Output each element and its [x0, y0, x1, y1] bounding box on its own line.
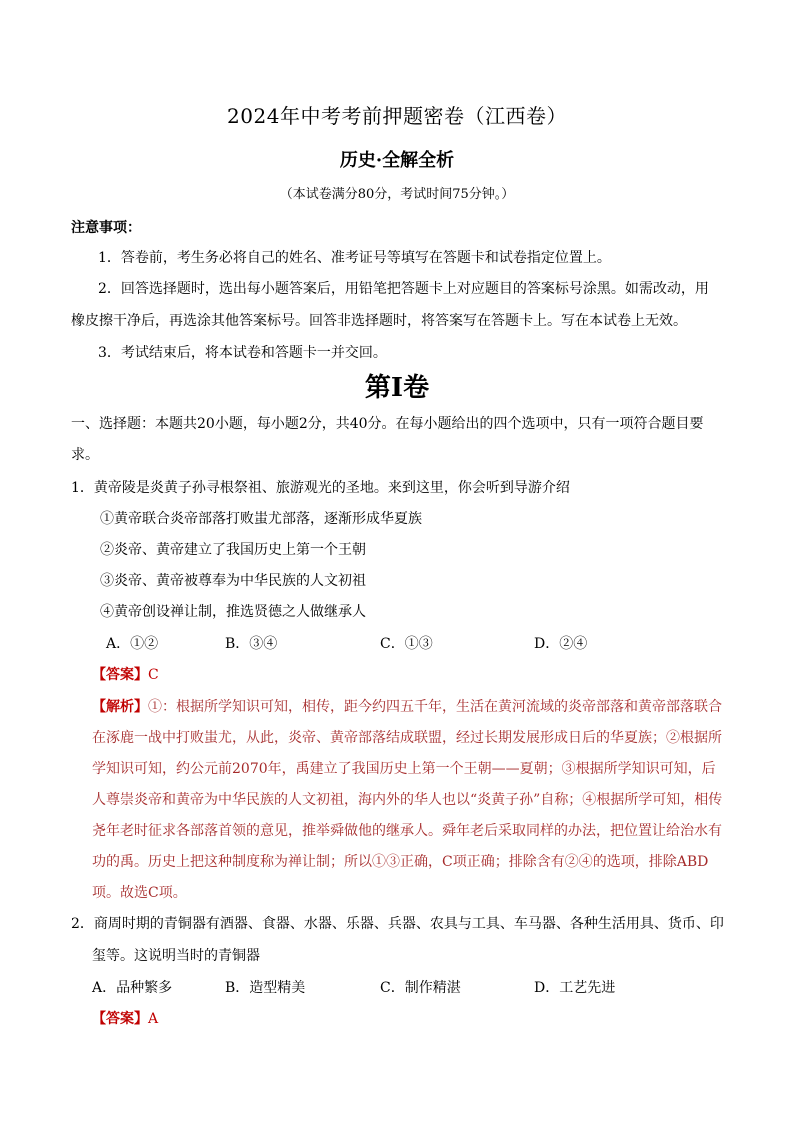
q2-answer-tag: 【答案】 [92, 1011, 148, 1027]
q1-answer-tag: 【答案】 [92, 667, 148, 683]
q2-option-c: C．制作精湛 [380, 980, 461, 996]
q1-explain-line-6: 功的禹。历史上把这种制度称为禅让制；所以①③正确，C项正确；排除含有②④的选项，排除ABD [92, 854, 709, 870]
q1-option-b: B．③④ [225, 636, 278, 652]
q1-explain-line-4: 人尊崇炎帝和黄帝为中华民族的人文初祖，海内外的华人也以“炎黄子孙”自称；④根据所学可知，相传 [92, 792, 723, 808]
q1-explain-text-1: ①：根据所学知识可知，相传，距今约四五千年，生活在黄河流域的炎帝部落和黄帝部落联合 [148, 699, 722, 715]
notice-item-1: 1．答卷前，考生务必将自己的姓名、准考证号等填写在答题卡和试卷指定位置上。 [98, 250, 611, 266]
q2-option-d: D．工艺先进 [534, 980, 616, 996]
q1-option-d: D．②④ [534, 636, 588, 652]
page-subtitle: 历史·全解全析 [339, 150, 455, 171]
q2-answer-value: A [148, 1011, 159, 1027]
q1-explain-tag: 【解析】 [92, 699, 148, 715]
q1-explain-line-2: 在涿鹿一战中打败蚩尤，从此，炎帝、黄帝部落结成联盟，经过长期发展形成日后的华夏族；②根据所 [92, 730, 722, 746]
q1-explain-line-3: 学知识可知，约公元前2070年，禹建立了我国历史上第一个王朝——夏朝；③根据所学知识可知，后 [92, 761, 716, 777]
notice-item-3: 3．考试结束后，将本试卷和答题卡一并交回。 [98, 345, 387, 361]
q1-answer-value: C [148, 667, 159, 683]
q1-explain-line-7: 项。故选C项。 [92, 885, 187, 901]
q1-option-c: C．①③ [380, 636, 433, 652]
notice-item-2-line-2: 橡皮擦干净后，再选涂其他答案标号。回答非选择题时，将答案写在答题卡上。写在本试卷上无效。 [71, 313, 687, 329]
q1-statement-1: ①黄帝联合炎帝部落打败蚩尤部落，逐渐形成华夏族 [100, 511, 422, 527]
q2-option-b: B．造型精美 [225, 980, 306, 996]
page-title: 2024年中考考前押题密卷（江西卷） [227, 104, 567, 128]
section-intro-line-2: 求。 [71, 447, 99, 463]
q1-answer [92, 664, 159, 684]
section-title: 第Ⅰ卷 [364, 373, 430, 403]
exam-info: （本试卷满分80分，考试时间75分钟。） [279, 187, 515, 202]
q1-statement-2: ②炎帝、黄帝建立了我国历史上第一个王朝 [100, 542, 366, 558]
q1-statement-3: ③炎帝、黄帝被尊奉为中华民族的人文初祖 [100, 573, 366, 589]
section-intro-line-1: 一、选择题：本题共20小题，每小题2分，共40分。在每小题给出的四个选项中，只有一项符合题目要 [71, 416, 704, 432]
q2-stem-line-1: 2．商周时期的青铜器有酒器、食器、水器、乐器、兵器、农具与工具、车马器、各种生活用具、货币、印 [71, 916, 724, 932]
q2-answer [92, 1008, 158, 1028]
q1-explain-line-1 [92, 696, 722, 716]
q1-explain-line-5: 尧年老时征求各部落首领的意见，推举舜做他的继承人。舜年老后采取同样的办法，把位置让给治水有 [92, 823, 722, 839]
q2-option-a: A．品种繁多 [92, 980, 173, 996]
q2-stem-line-2: 玺等。这说明当时的青铜器 [92, 948, 260, 964]
q1-statement-4: ④黄帝创设禅让制，推选贤德之人做继承人 [100, 604, 366, 620]
q1-stem: 1．黄帝陵是炎黄子孙寻根祭祖、旅游观光的圣地。来到这里，你会听到导游介绍 [71, 480, 570, 496]
q1-option-a: A．①② [106, 636, 159, 652]
notice-heading: 注意事项： [71, 220, 141, 236]
notice-item-2-line-1: 2．回答选择题时，选出每小题答案后，用铅笔把答题卡上对应题目的答案标号涂黑。如需改动，用 [98, 281, 709, 297]
